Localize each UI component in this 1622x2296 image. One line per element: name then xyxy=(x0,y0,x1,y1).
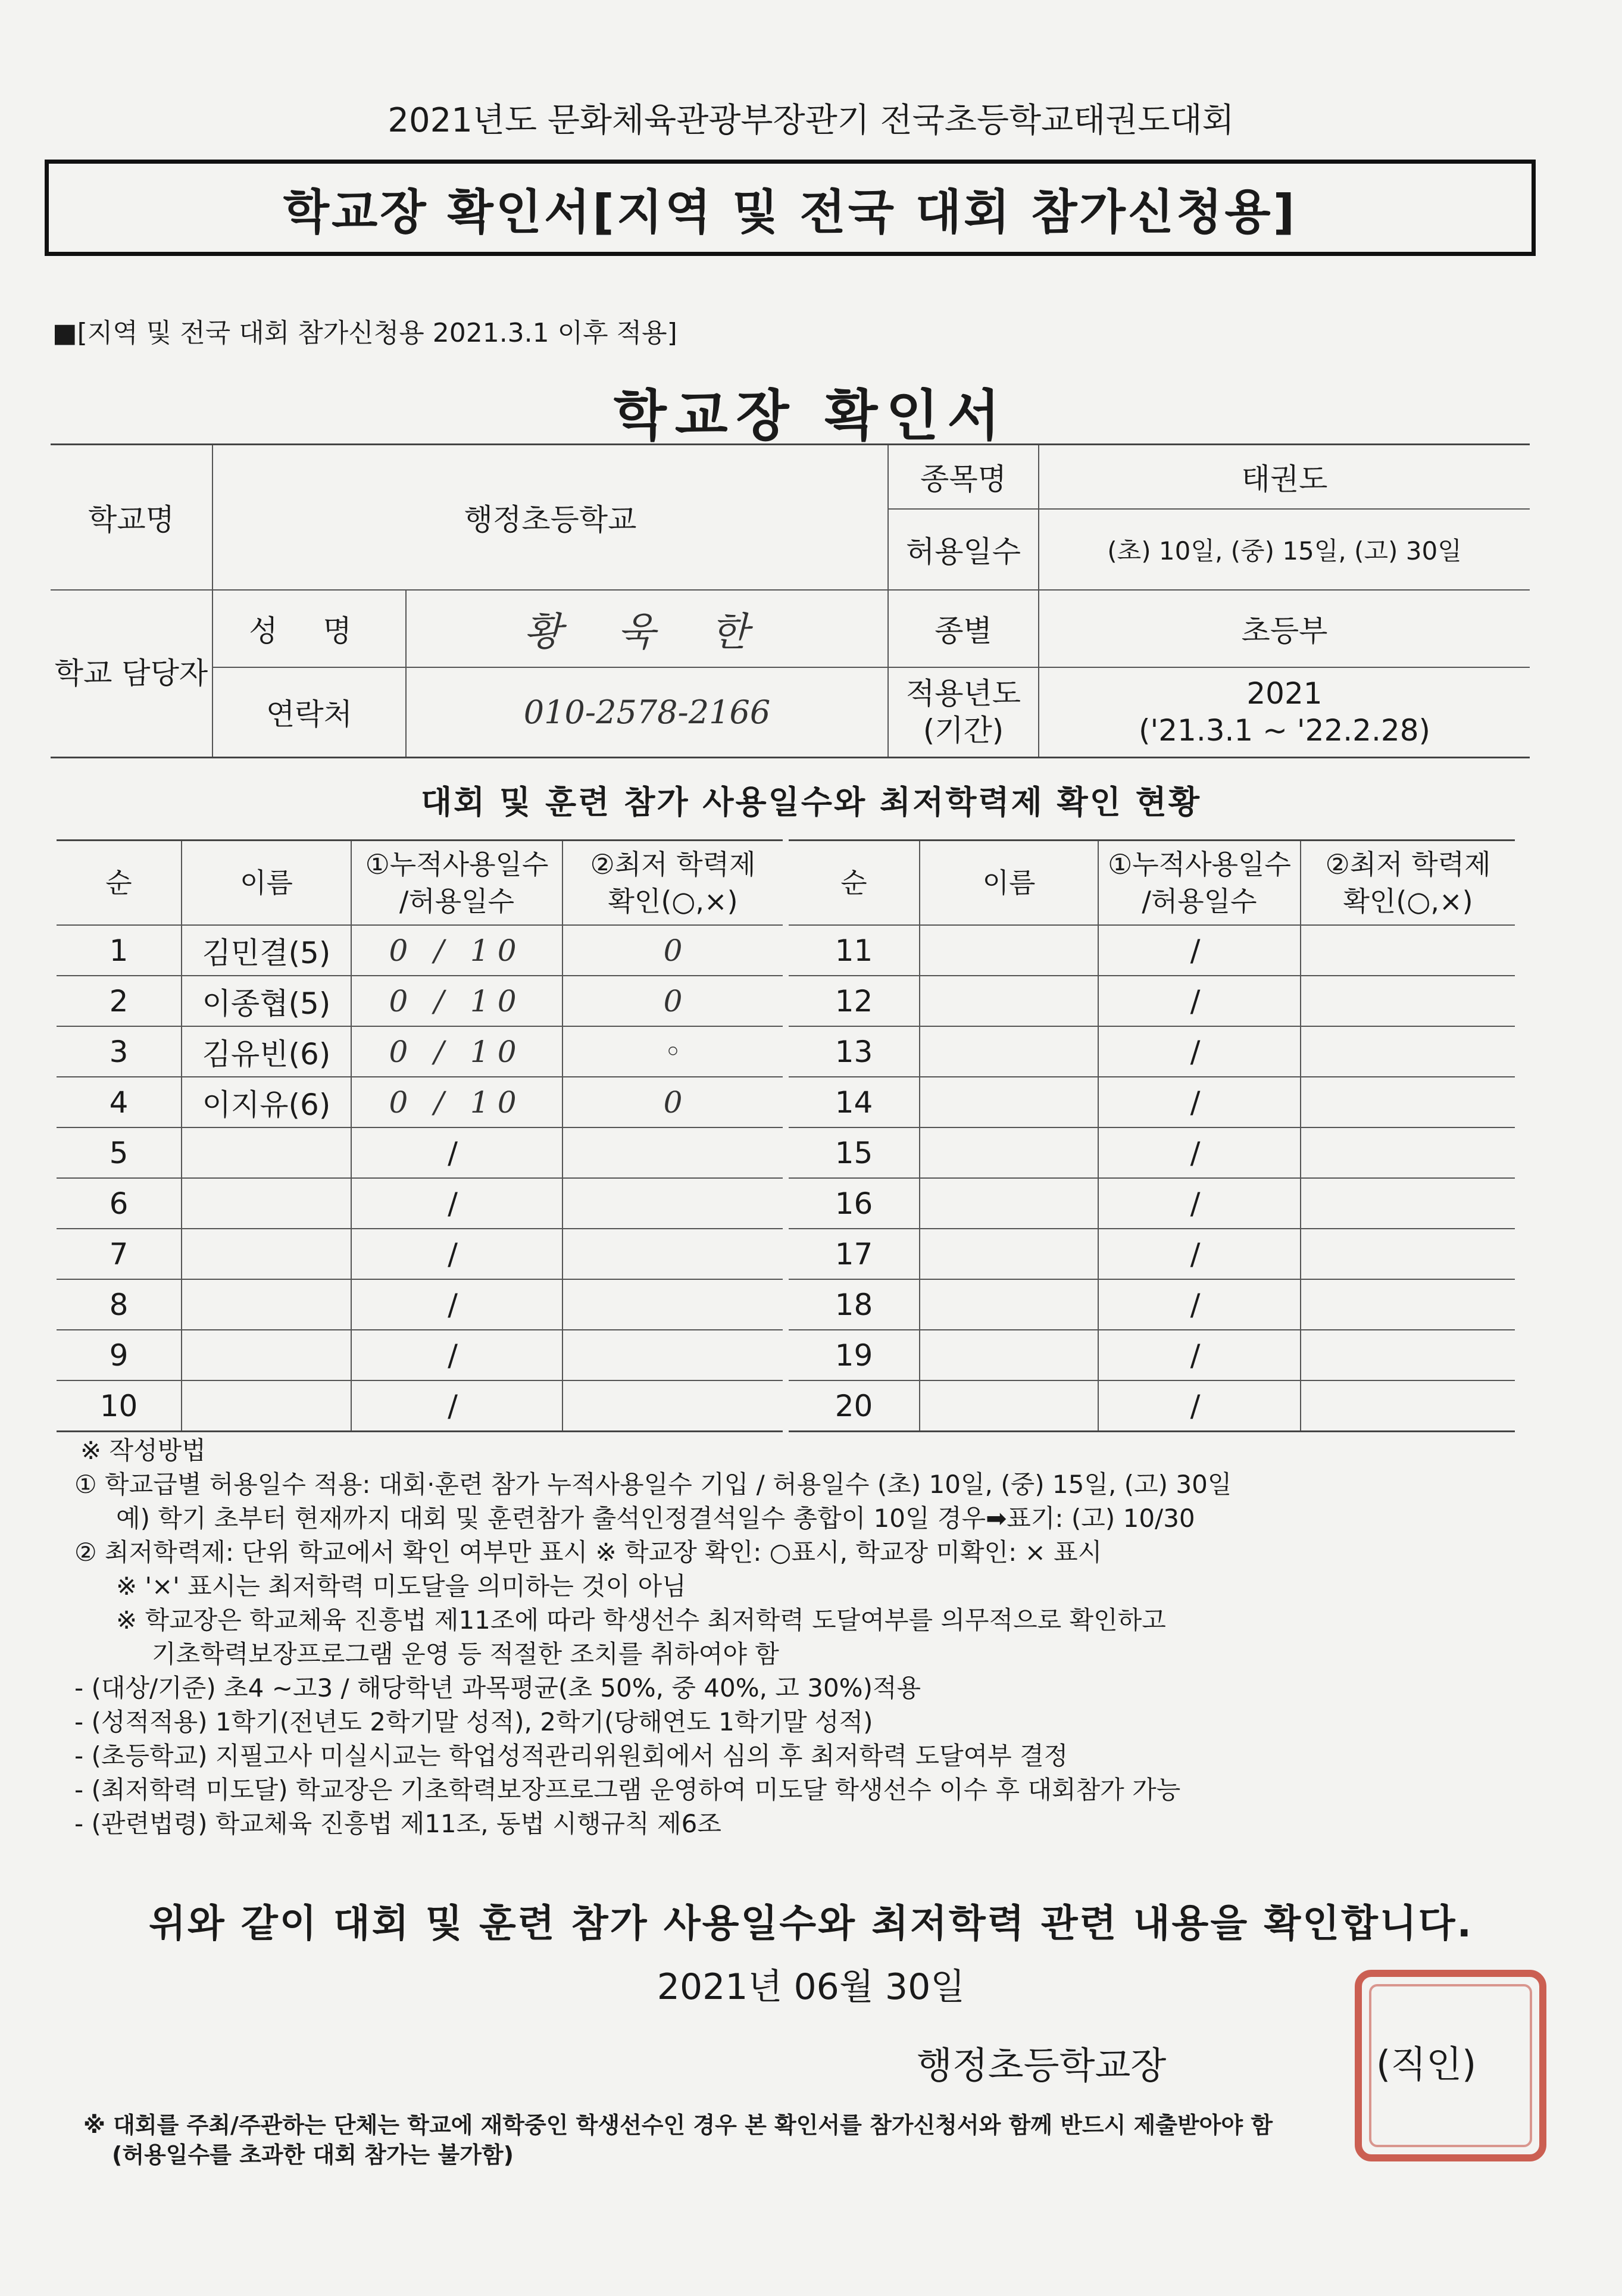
info-table xyxy=(51,443,1530,758)
name-signature: 황 욱 한 xyxy=(406,590,888,667)
row-number: 7 xyxy=(57,1229,182,1279)
row-name xyxy=(182,1229,351,1279)
row-name: 이지유(6) xyxy=(182,1077,351,1127)
row-days: / xyxy=(351,1229,562,1279)
header-days xyxy=(351,841,562,926)
row-number: 12 xyxy=(789,976,920,1026)
table-row xyxy=(789,1330,1515,1380)
table-row xyxy=(57,1127,783,1178)
row-check xyxy=(1301,1330,1515,1380)
header-name: 이름 xyxy=(920,841,1098,926)
row-name xyxy=(182,1279,351,1330)
header-check-line1: ②최저 학력제 xyxy=(1325,848,1491,880)
row-check xyxy=(1301,1178,1515,1229)
instruction-line: - (대상/기준) 초4 ~고3 / 해당학년 과목평균(초 50%, 중 40%, 고 30%)적용 xyxy=(74,1673,921,1703)
header-check xyxy=(562,841,783,926)
manager-label: 학교 담당자 xyxy=(51,590,212,758)
contact-label: 연락처 xyxy=(212,667,406,758)
row-check xyxy=(1301,1127,1515,1178)
form-title: 학교장 확인서 xyxy=(613,384,1009,448)
table-row xyxy=(789,1026,1515,1077)
row-number: 8 xyxy=(57,1279,182,1330)
row-number: 13 xyxy=(789,1026,920,1077)
instruction-line: 기초학력보장프로그램 운영 등 적절한 조치를 취하여야 함 xyxy=(152,1639,779,1669)
row-number: 10 xyxy=(57,1380,182,1432)
row-check: ◦ xyxy=(562,1026,783,1077)
table-row xyxy=(789,925,1515,976)
sport-label: 종목명 xyxy=(888,445,1039,509)
school-label: 학교명 xyxy=(51,445,212,590)
row-check xyxy=(1301,1077,1515,1127)
header-check-line2: 확인(○,×) xyxy=(608,885,738,917)
row-days: / xyxy=(351,1127,562,1178)
header-check-line1: ②최저 학력제 xyxy=(590,848,756,880)
table-row xyxy=(57,1178,783,1229)
table-row xyxy=(789,1279,1515,1330)
header-days-line1: ①누적사용일수 xyxy=(1108,848,1291,880)
row-days: 0 / 10 xyxy=(351,1077,562,1127)
status-table-right xyxy=(789,839,1515,1432)
contact-value: 010-2578-2166 xyxy=(406,667,888,758)
row-number: 2 xyxy=(57,976,182,1026)
table-row xyxy=(57,1026,783,1077)
header-days-line2: /허용일수 xyxy=(1142,885,1257,917)
row-check: 0 xyxy=(562,925,783,976)
table-row xyxy=(57,1380,783,1432)
row-name xyxy=(920,1026,1098,1077)
division-value: 초등부 xyxy=(1039,590,1530,667)
row-days: / xyxy=(1098,1026,1301,1077)
main-title-box xyxy=(45,160,1536,256)
instruction-line: - (초등학교) 지필고사 미실시교는 학업성적관리위원회에서 심의 후 최저학력 도달여부 결정 xyxy=(74,1741,1068,1770)
seal-label: (직인) xyxy=(1376,2042,1477,2086)
row-check xyxy=(1301,976,1515,1026)
row-name xyxy=(920,1127,1098,1178)
row-number: 20 xyxy=(789,1380,920,1432)
row-name xyxy=(182,1178,351,1229)
header-check-line2: 확인(○,×) xyxy=(1343,885,1473,917)
row-days: 0 / 10 xyxy=(351,925,562,976)
row-number: 4 xyxy=(57,1077,182,1127)
row-check xyxy=(562,1178,783,1229)
row-days: 0 / 10 xyxy=(351,976,562,1026)
header-days-line1: ①누적사용일수 xyxy=(365,848,549,880)
row-name: 김유빈(6) xyxy=(182,1026,351,1077)
event-title: 2021년도 문화체육관광부장관기 전국초등학교태권도대회 xyxy=(387,101,1235,140)
allowed-value: (초) 10일, (중) 15일, (고) 30일 xyxy=(1039,509,1530,590)
row-days: / xyxy=(1098,1279,1301,1330)
footnote-line-2: (허용일수를 초과한 대회 참가는 불가함) xyxy=(112,2142,514,2168)
row-number: 9 xyxy=(57,1330,182,1380)
header-no: 순 xyxy=(789,841,920,926)
main-title: 학교장 확인서[지역 및 전국 대회 참가신청용] xyxy=(283,184,1298,240)
status-rows-right xyxy=(789,925,1515,1432)
year-period: ('21.3.1 ~ '22.2.28) xyxy=(1138,713,1431,748)
row-name xyxy=(920,925,1098,976)
table-row xyxy=(57,925,783,976)
row-days: / xyxy=(1098,1127,1301,1178)
instruction-line: ※ 학교장은 학교체육 진흥법 제11조에 따라 학생선수 최저학력 도달여부를 의무적으로 확인하고 xyxy=(116,1605,1166,1635)
table-row xyxy=(57,976,783,1026)
row-days: / xyxy=(1098,1330,1301,1380)
row-name xyxy=(920,1279,1098,1330)
row-number: 15 xyxy=(789,1127,920,1178)
row-check xyxy=(562,1380,783,1432)
row-number: 16 xyxy=(789,1178,920,1229)
year-value xyxy=(1039,667,1530,758)
row-name xyxy=(182,1380,351,1432)
row-days: / xyxy=(1098,1229,1301,1279)
row-number: 19 xyxy=(789,1330,920,1380)
row-check xyxy=(1301,1380,1515,1432)
status-title: 대회 및 훈련 참가 사용일수와 최저학력제 확인 현황 xyxy=(420,783,1202,821)
name-label: 성 명 xyxy=(212,590,406,667)
row-days: 0 / 10 xyxy=(351,1026,562,1077)
table-row xyxy=(789,1229,1515,1279)
instruction-line: ※ '×' 표시는 최저학력 미도달을 의미하는 것이 아님 xyxy=(116,1572,686,1601)
row-days: / xyxy=(1098,925,1301,976)
row-name: 이종협(5) xyxy=(182,976,351,1026)
row-check xyxy=(1301,1279,1515,1330)
row-days: / xyxy=(351,1279,562,1330)
row-name xyxy=(920,1330,1098,1380)
row-check xyxy=(1301,1026,1515,1077)
confirm-statement: 위와 같이 대회 및 훈련 참가 사용일수와 최저학력 관련 내용을 확인합니다. xyxy=(149,1902,1473,1946)
instruction-line: - (관련법령) 학교체육 진흥법 제11조, 동법 시행규칙 제6조 xyxy=(74,1809,721,1838)
row-name xyxy=(920,976,1098,1026)
row-days: / xyxy=(1098,976,1301,1026)
header-days-line2: /허용일수 xyxy=(399,885,515,917)
row-check: 0 xyxy=(562,976,783,1026)
instruction-line: ② 최저학력제: 단위 학교에서 확인 여부만 표시 ※ 학교장 확인: ○표시, 학교장 미확인: × 표시 xyxy=(74,1538,1102,1567)
row-number: 11 xyxy=(789,925,920,976)
table-row xyxy=(789,1127,1515,1178)
row-check xyxy=(562,1279,783,1330)
status-table-left xyxy=(57,839,783,1432)
apply-note: ■[지역 및 전국 대회 참가신청용 2021.3.1 이후 적용] xyxy=(52,318,677,348)
row-check xyxy=(562,1127,783,1178)
footnote xyxy=(83,2110,1524,2170)
table-row xyxy=(57,1077,783,1127)
year-label: 적용년도 (기간) xyxy=(888,667,1039,758)
table-row xyxy=(789,1077,1515,1127)
row-name xyxy=(920,1178,1098,1229)
row-days: / xyxy=(351,1380,562,1432)
row-number: 6 xyxy=(57,1178,182,1229)
row-number: 1 xyxy=(57,925,182,976)
table-row xyxy=(789,1380,1515,1432)
table-row xyxy=(57,1279,783,1330)
instruction-line: 예) 학기 초부터 현재까지 대회 및 훈련참가 출석인정결석일수 총합이 10일 경우➡표기: (고) 10/30 xyxy=(116,1504,1195,1533)
row-name xyxy=(920,1229,1098,1279)
row-name xyxy=(920,1380,1098,1432)
row-number: 17 xyxy=(789,1229,920,1279)
row-name xyxy=(182,1330,351,1380)
table-row xyxy=(789,976,1515,1026)
footnote-line-1: ※ 대회를 주최/주관하는 단체는 학교에 재학중인 학생선수인 경우 본 확인서를 참가신청서와 함께 반드시 제출받아야 함 xyxy=(83,2112,1273,2138)
instruction-line: - (성적적용) 1학기(전년도 2학기말 성적), 2학기(당해연도 1학기말 성적) xyxy=(74,1707,873,1736)
row-number: 18 xyxy=(789,1279,920,1330)
header-no: 순 xyxy=(57,841,182,926)
row-days: / xyxy=(1098,1077,1301,1127)
table-row xyxy=(57,1229,783,1279)
row-check xyxy=(562,1330,783,1380)
row-name: 김민결(5) xyxy=(182,925,351,976)
date: 2021년 06월 30일 xyxy=(657,1966,965,2008)
instruction-line: ① 학교급별 허용일수 적용: 대회·훈련 참가 누적사용일수 기입 / 허용일수 (초) 10일, (중) 15일, (고) 30일 xyxy=(74,1470,1232,1499)
table-row xyxy=(789,1178,1515,1229)
instructions xyxy=(74,1433,1533,1841)
row-name xyxy=(920,1077,1098,1127)
row-number: 3 xyxy=(57,1026,182,1077)
header-days xyxy=(1098,841,1301,926)
row-check xyxy=(1301,925,1515,976)
status-rows-left xyxy=(57,925,783,1432)
row-check xyxy=(1301,1229,1515,1279)
row-days: / xyxy=(1098,1178,1301,1229)
allowed-label: 허용일수 xyxy=(888,509,1039,590)
header-name: 이름 xyxy=(182,841,351,926)
row-check xyxy=(562,1229,783,1279)
row-check: 0 xyxy=(562,1077,783,1127)
row-days: / xyxy=(351,1330,562,1380)
instructions-heading: ※ 작성방법 xyxy=(80,1436,206,1465)
sport-value: 태권도 xyxy=(1039,445,1530,509)
row-number: 5 xyxy=(57,1127,182,1178)
principal-name: 행정초등학교장 xyxy=(917,2044,1167,2087)
division-label: 종별 xyxy=(888,590,1039,667)
instruction-line: - (최저학력 미도달) 학교장은 기초학력보장프로그램 운영하여 미도달 학생선수 이수 후 대회참가 가능 xyxy=(74,1775,1181,1804)
table-row xyxy=(57,1330,783,1380)
row-name xyxy=(182,1127,351,1178)
year-number: 2021 xyxy=(1246,676,1323,711)
school-name: 행정초등학교 xyxy=(212,445,888,590)
row-days: / xyxy=(351,1178,562,1229)
row-days: / xyxy=(1098,1380,1301,1432)
row-number: 14 xyxy=(789,1077,920,1127)
header-check xyxy=(1301,841,1515,926)
